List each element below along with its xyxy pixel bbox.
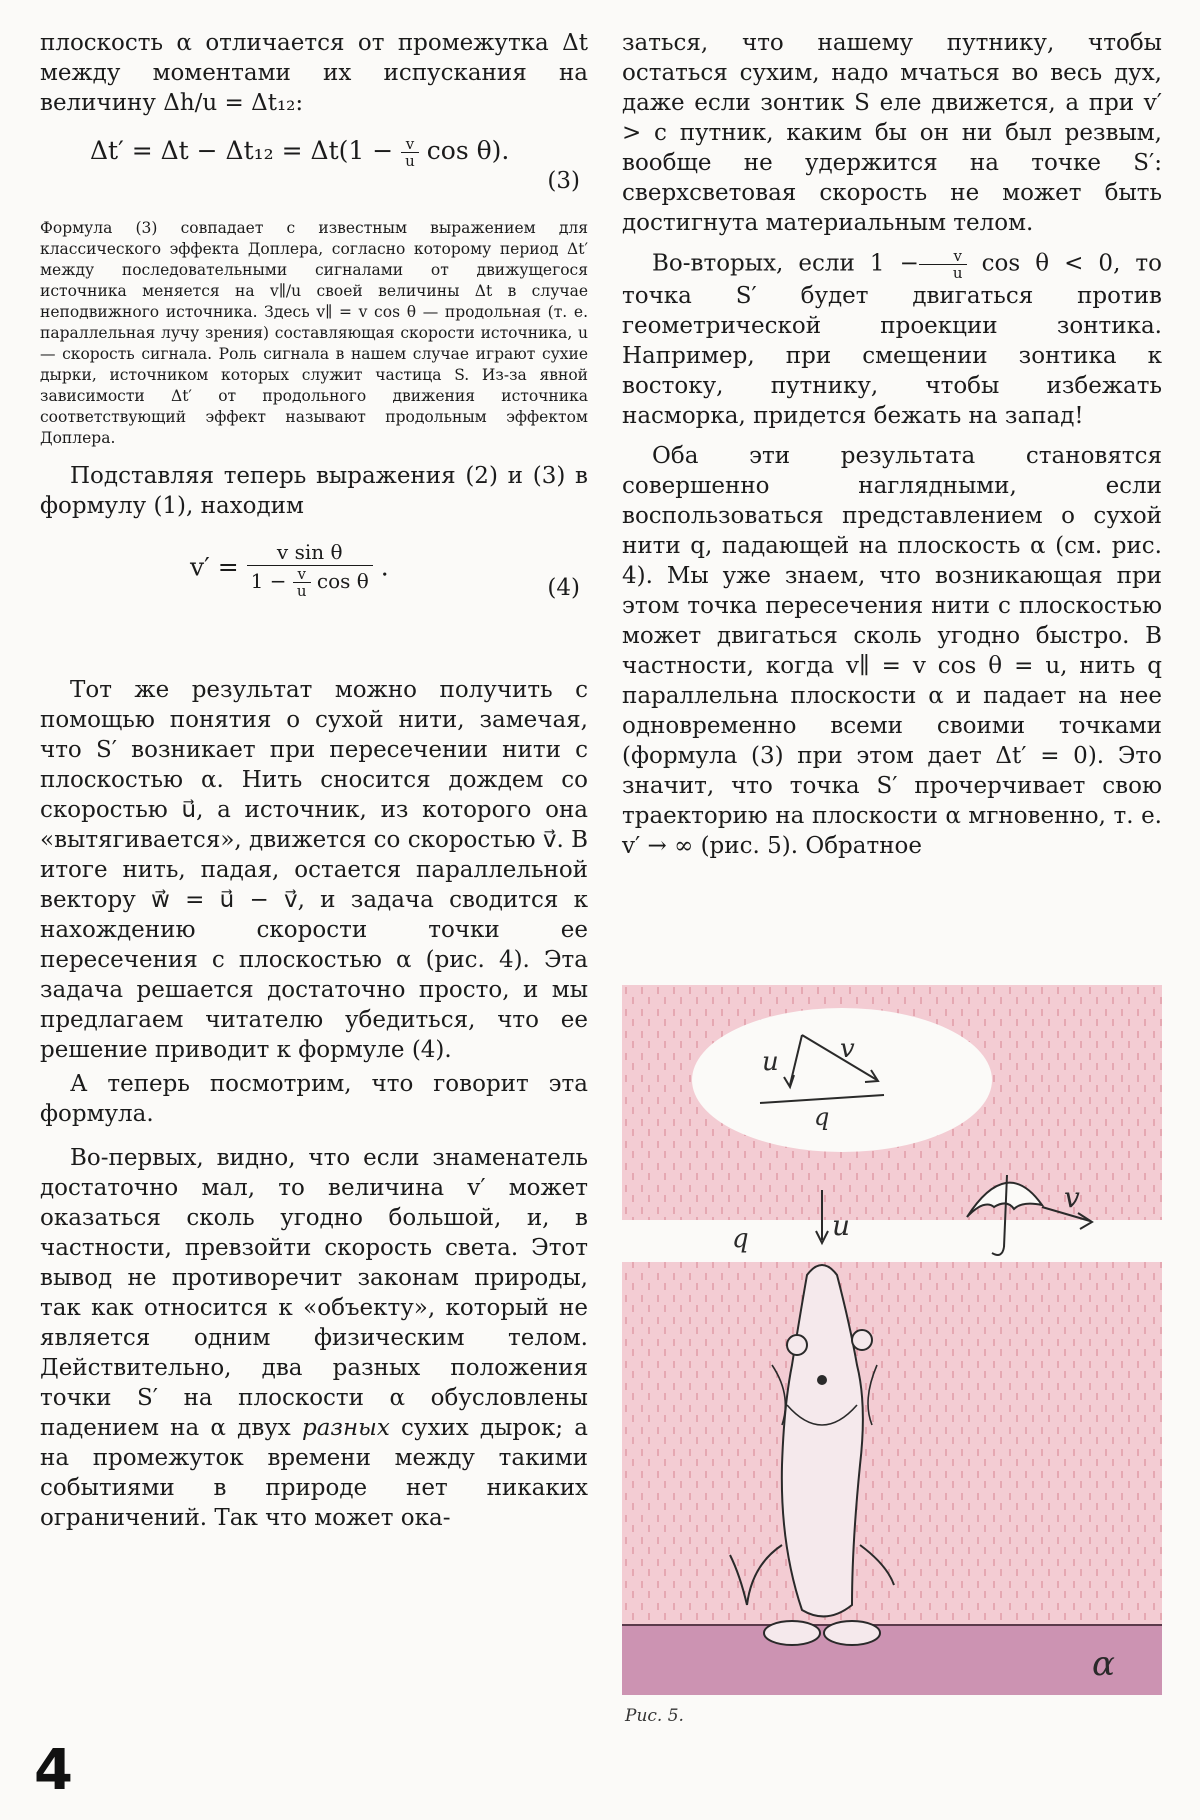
formula-4-bot-frac-top: v (293, 566, 311, 583)
formula-4-lhs: v′ = (190, 552, 239, 582)
formula-4-expression (190, 539, 389, 599)
formula-3-expression (90, 134, 509, 169)
formula-3-number: (3) (547, 168, 580, 194)
intro-paragraph: плоскость α отличается от промежутка Δt между моментами их испускания на величину Δh/u = Δt₁₂: (40, 30, 588, 116)
formula-4 (40, 531, 588, 651)
formula-3-frac-bot: u (405, 152, 415, 170)
formula-3 (40, 124, 588, 204)
second-paragraph-b: cos θ < 0, то точка S′ будет двигаться против геометрической проекции зонтика. Например, при смещении зонтика к востоку, путнику, чтобы избежать насморка, придется бежать на запад! (622, 250, 1163, 429)
doppler-note: Формула (3) совпадает с известным выражением для классического эффекта Доплера, согласно которому период Δt′ между последовательными сигналами от движущегося источника меняется на v∥/u своей величины Δt в случае неподвижного источника. Здесь v∥ = v cos θ — продольная (т. е. параллельная лучу зрения) составляющая скорости источника, u — скорость сигнала. Роль сигнала в нашем случае играют сухие дырки, источником которых служит частица S. Из-за явной зависимости Δt′ от продольного движения источника соответствующий эффект называют продольным эффектом Доплера. (40, 219, 588, 447)
first-paragraph-emphasis: разных (301, 1415, 390, 1441)
formula-4-bot-frac-bot: u (296, 582, 307, 600)
both-paragraph: Оба эти результата становятся совершенно наглядными, если воспользоваться представлением о сухой нити q, падающей на плоскость α (см. рис. 4). Мы уже знаем, что возникающая при этом точка пересечения нити с плоскостью может двигаться сколь угодно быстро. В частности, когда v∥ = v cos θ = u, нить q параллельна плоскости α и падает на нее одновременно всеми своими точками (формула (3) при этом дает Δt′ = 0). Это значит, что точка S′ прочерчивает свою траекторию на плоскости α мгновенно, т. е. v′ → ∞ (рис. 5). Обратное (622, 443, 1162, 859)
substitute-paragraph: Подставляя теперь выражения (2) и (3) в формулу (1), находим (40, 463, 588, 519)
right-column (622, 28, 1162, 861)
label-u-inset: u (762, 1047, 779, 1077)
formula-4-bot-fraction (293, 566, 311, 599)
second-frac-bot: u (952, 264, 963, 282)
vector-diagram-bubble (692, 1008, 992, 1152)
continuation-paragraph: заться, что нашему путнику, чтобы остаться сухим, надо мчаться во весь дух, даже если зонтик S еле движется, а при v′ > c путник, каким бы он ни был резвым, вообще не удержится на точке S′: сверхсветовая скорость не может быть достигнута материальным телом. (622, 30, 1162, 236)
formula-4-bot-b: cos θ (316, 569, 369, 593)
formula-4-number: (4) (547, 575, 580, 601)
page-number: 4 (34, 1738, 73, 1803)
formula-3-frac-top: v (401, 136, 419, 153)
first-paragraph-a: Во-первых, видно, что если знаменатель достаточно мал, то величина v′ может оказаться сколь угодно большой, и, в частности, превзойти скорость света. Этот вывод не противоречит законам природы, так как относится к «объекту», который не является одним физическим телом. Действительно, два разных положения точки S′ на плоскости α обусловлены падением на α двух (40, 1145, 588, 1441)
label-q: q (732, 1224, 749, 1254)
label-q-inset: q (814, 1103, 830, 1131)
second-paragraph-a: Во-вторых, если 1 − (652, 250, 919, 277)
dry-band (622, 1220, 1162, 1262)
floor-plane (622, 1625, 1162, 1695)
first-paragraph (40, 1143, 588, 1533)
formula-4-fraction (247, 539, 373, 599)
figure-caption: Рис. 5. (625, 1706, 684, 1726)
label-v-inset: v (840, 1034, 855, 1064)
left-column (40, 28, 588, 1533)
formula-3-lhs: Δt′ = Δt − Δt₁₂ = Δt(1 − (90, 136, 394, 165)
formula-4-tail: . (380, 552, 389, 582)
label-alpha: α (1092, 1644, 1115, 1684)
dry-thread-paragraph: Тот же результат можно получить с помощью понятия о сухой нити, замечая, что S′ возникает при пересечении нити с плоскостью α. Нить сносится дождем со скоростью u⃗, а источник, из которого она «вытягивается», движется со скоростью v⃗. В итоге нить, падая, остается параллельной вектору w⃗ = u⃗ − v⃗, и задача сводится к нахождению скорости точки ее пересечения с плоскостью α (рис. 4). Эта задача решается достаточно просто, и мы предлагаем читателю убедиться, что ее решение приводит к формуле (4). (40, 677, 588, 1063)
second-frac-top: v (919, 248, 967, 265)
formula-4-bottom (247, 566, 373, 599)
second-paragraph (622, 248, 1162, 431)
formula-4-top: v sin θ (247, 539, 373, 566)
formula-3-fraction (401, 136, 419, 169)
now-paragraph: А теперь посмотрим, что говорит эта формула. (40, 1071, 588, 1127)
formula-3-rhs: cos θ). (426, 136, 510, 165)
figure-5-illustration (622, 985, 1162, 1695)
second-paragraph-fraction (919, 248, 967, 281)
label-v: v (1064, 1181, 1080, 1214)
first-paragraph-b: сухих дырок; а на промежуток времени между такими событиями в природе нет никаких ограничений. Так что может ока- (40, 1415, 588, 1531)
label-u: u (832, 1209, 851, 1242)
formula-4-bot-a: 1 − (250, 569, 287, 593)
